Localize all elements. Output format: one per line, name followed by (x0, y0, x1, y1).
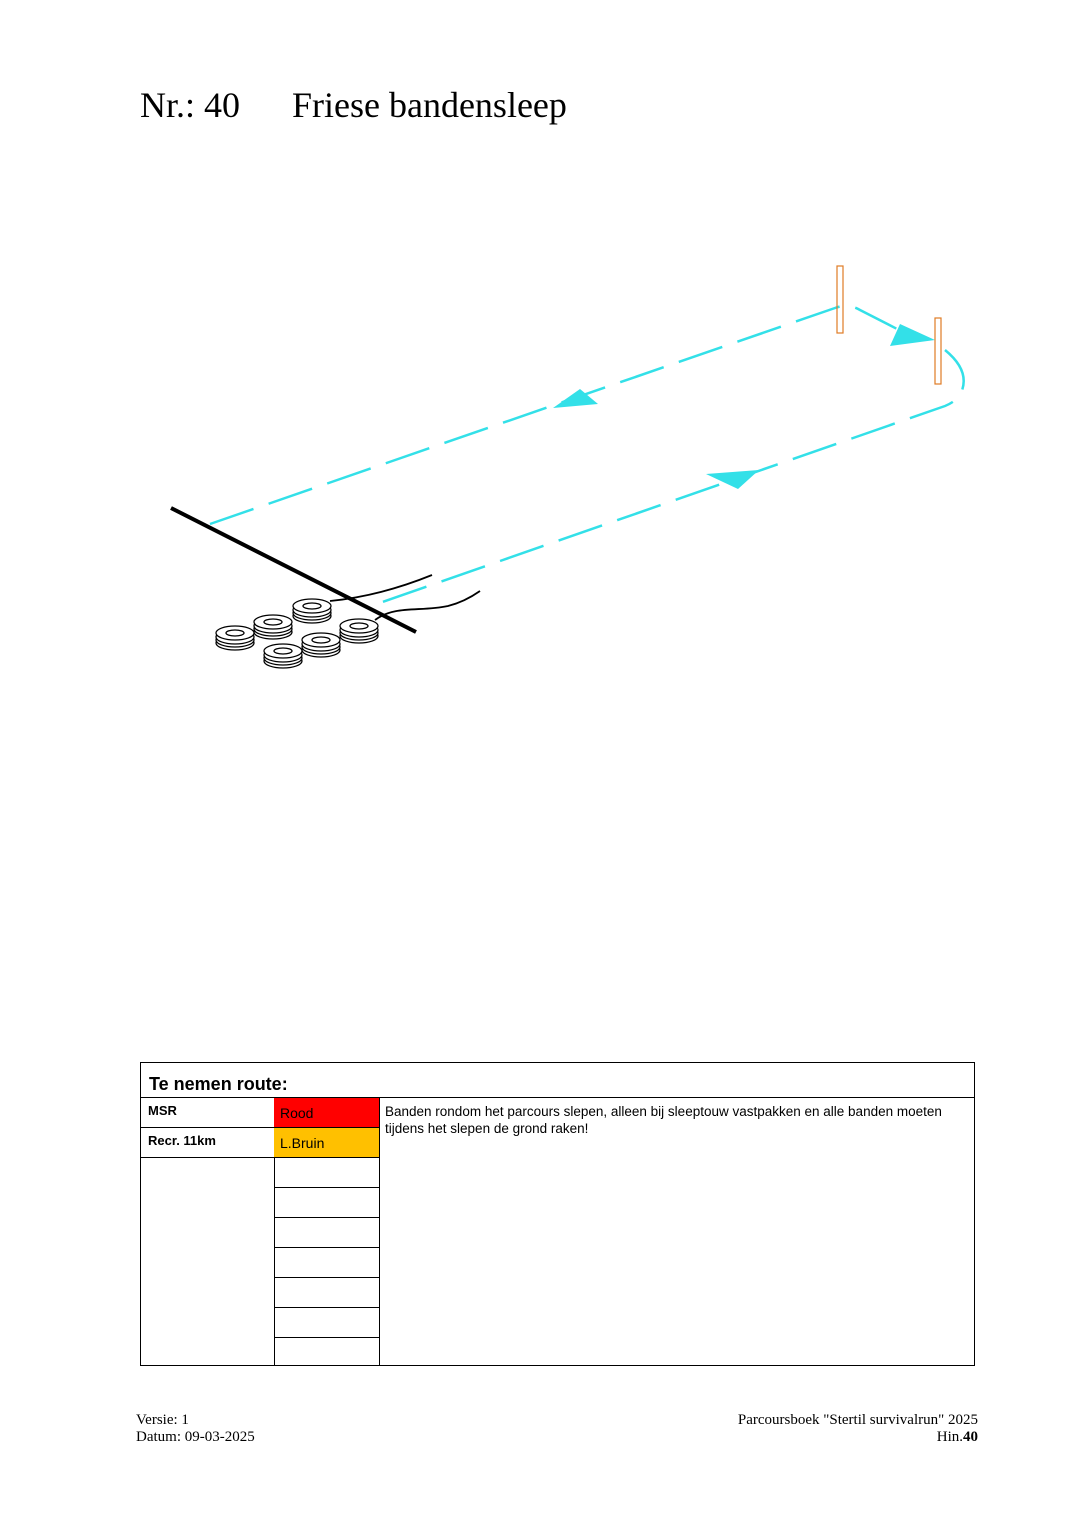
route-row-msr (141, 1098, 379, 1128)
empty-color-cell (274, 1278, 379, 1308)
obstacle-number: Nr.: 40 (140, 85, 241, 125)
tow-rope (375, 591, 480, 620)
column-divider (379, 1098, 380, 1365)
version-label: Versie: 1 (136, 1412, 189, 1428)
empty-color-cell (274, 1188, 379, 1218)
route-table (140, 1062, 975, 1366)
route-row-recr (141, 1128, 379, 1158)
route-table-heading: Te nemen route: (141, 1063, 974, 1098)
route-instruction: Banden rondom het parcours slepen, alleen bij sleeptouw vastpakken en alle banden moeten tijdens het slepen de grond raken! (385, 1104, 942, 1136)
date-label: Datum: 09-03-2025 (136, 1429, 255, 1445)
footer-right (738, 1412, 978, 1446)
hin-number: 40 (963, 1429, 978, 1445)
route-path (210, 306, 964, 607)
arrow-icon (890, 324, 935, 346)
group-name: Recr. 11km (141, 1128, 274, 1158)
empty-color-cell (274, 1248, 379, 1278)
pole-icon (837, 266, 843, 333)
book-title: Parcoursboek "Stertil survivalrun" 2025 (737, 1412, 978, 1428)
page-number (738, 1429, 978, 1446)
empty-color-cell (274, 1158, 379, 1188)
hin-prefix: Hin. (936, 1429, 963, 1445)
obstacle-name: Friese bandensleep (292, 85, 567, 125)
footer-left (136, 1412, 255, 1446)
group-color-cell: Rood (274, 1098, 379, 1128)
pole-icon (935, 318, 941, 384)
group-name: MSR (141, 1098, 274, 1128)
empty-color-cell (274, 1218, 379, 1248)
empty-color-cell (274, 1338, 379, 1368)
group-color-cell: L.Bruin (274, 1128, 379, 1158)
empty-color-cell (274, 1308, 379, 1338)
